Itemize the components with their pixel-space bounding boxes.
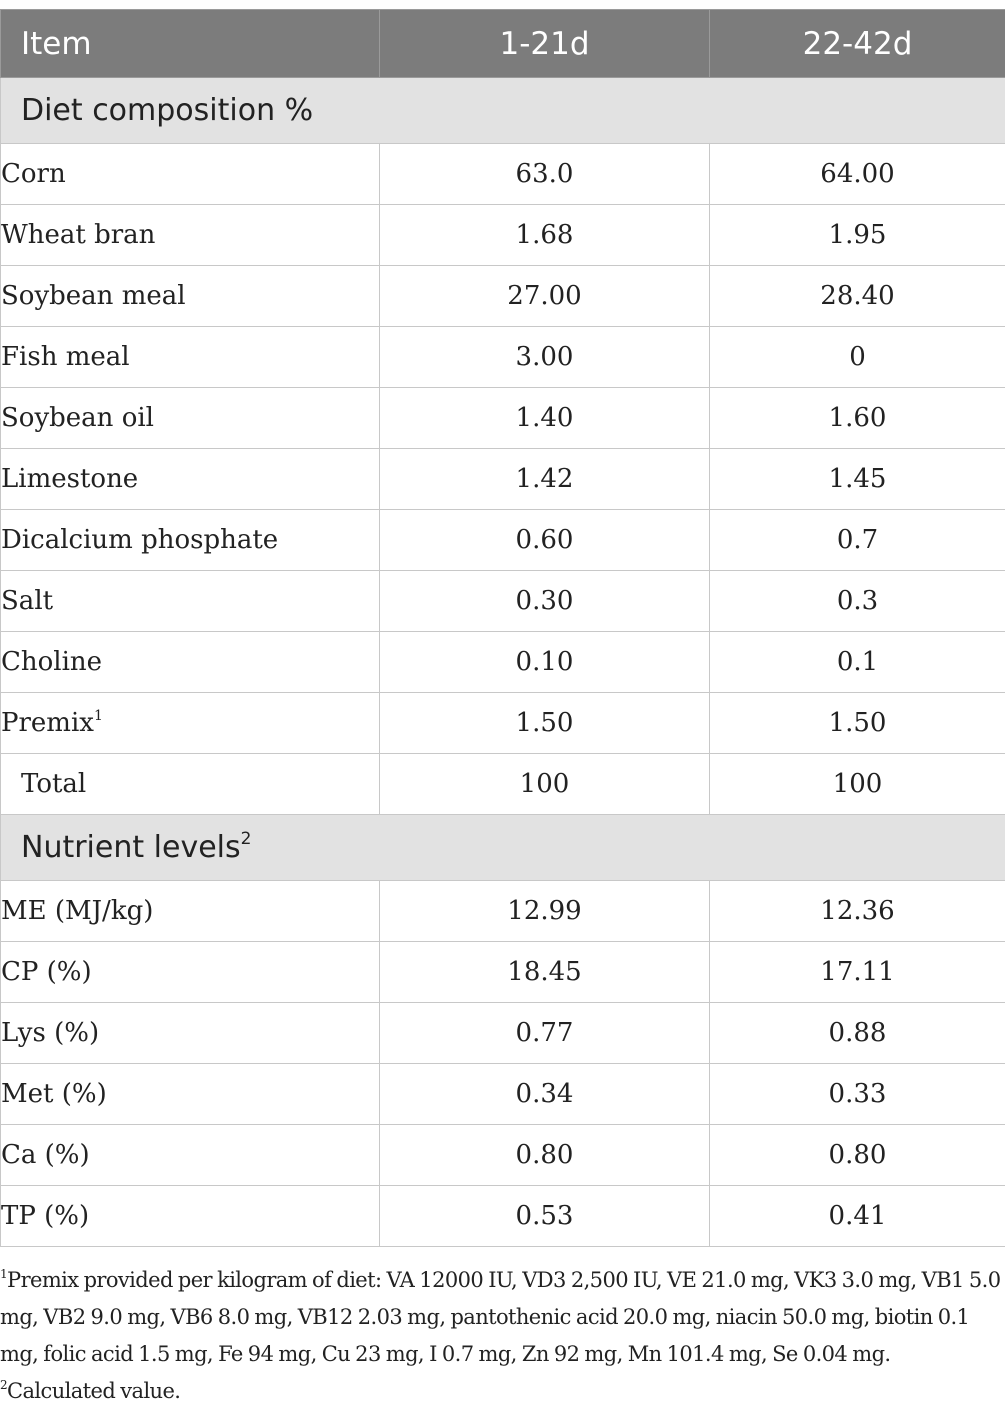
table-row — [1, 388, 1005, 449]
row-value-period-1: 0.53 — [380, 1186, 710, 1247]
row-label — [1, 754, 380, 815]
row-value-period-1: 27.00 — [380, 266, 710, 327]
table-footnote — [0, 1262, 1005, 1410]
row-label-text: Wheat bran — [1, 220, 156, 250]
header-period-1: 1-21d — [380, 10, 710, 78]
row-label-text: Limestone — [1, 464, 139, 494]
section-nutrient-levels — [1, 815, 1005, 881]
footnote-text-1: Premix provided per kilogram of diet: VA 12000 IU, VD3 2,500 IU, VE 21.0 mg, VK3 3.0 mg, VB1 5.0 mg, VB2 9.0 mg, VB6 8.0 mg, VB12 2.03 mg, pantothenic acid 20.0 mg, niacin 50.0 mg, biotin 0.1 mg, folic acid 1.5 mg, Fe 94 mg, Cu 23 mg, I 0.7 mg, Zn 92 mg, Mn 101.4 mg, Se 0.04 mg. — [0, 1268, 1001, 1366]
row-value-period-1: 0.77 — [380, 1003, 710, 1064]
row-value-period-2: 28.40 — [710, 266, 1005, 327]
row-value-period-1: 0.80 — [380, 1125, 710, 1186]
footnote-marker-2: 2 — [0, 1378, 8, 1392]
table-row — [1, 1125, 1005, 1186]
row-value-period-1: 63.0 — [380, 144, 710, 205]
header-period-2: 22-42d — [710, 10, 1005, 78]
row-label — [1, 449, 380, 510]
row-value-period-2: 0.41 — [710, 1186, 1005, 1247]
row-value-period-1: 1.40 — [380, 388, 710, 449]
row-label — [1, 571, 380, 632]
row-value-period-2: 0.7 — [710, 510, 1005, 571]
table-row-total — [1, 754, 1005, 815]
row-label-text: Lys (%) — [1, 1018, 100, 1048]
row-label — [1, 632, 380, 693]
table-row — [1, 144, 1005, 205]
row-value-period-2: 0.1 — [710, 632, 1005, 693]
table-row — [1, 205, 1005, 266]
row-value-period-1: 0.60 — [380, 510, 710, 571]
row-value-period-1: 0.34 — [380, 1064, 710, 1125]
row-value-period-1: 3.00 — [380, 327, 710, 388]
row-label-text: Soybean oil — [1, 403, 154, 433]
row-value-period-2: 0.33 — [710, 1064, 1005, 1125]
row-label-text: Dicalcium phosphate — [1, 525, 279, 555]
row-label — [1, 1064, 380, 1125]
row-label-text: Ca (%) — [1, 1140, 90, 1170]
footnote-text-2: Calculated value. — [7, 1379, 181, 1403]
table-row — [1, 1064, 1005, 1125]
row-value-period-2: 1.45 — [710, 449, 1005, 510]
row-label-text: Premix — [1, 708, 94, 738]
footnote-marker: 1 — [93, 708, 103, 724]
row-value-period-2: 0.80 — [710, 1125, 1005, 1186]
table-row — [1, 632, 1005, 693]
row-label — [1, 388, 380, 449]
row-label — [1, 881, 380, 942]
row-label — [1, 266, 380, 327]
row-value-period-2: 0.88 — [710, 1003, 1005, 1064]
row-label — [1, 205, 380, 266]
row-value-period-2: 17.11 — [710, 942, 1005, 1003]
table-row — [1, 510, 1005, 571]
section-title: Diet composition % — [1, 78, 1005, 144]
row-value-period-1: 1.50 — [380, 693, 710, 754]
footnote-marker-1: 1 — [0, 1267, 8, 1281]
diet-composition-table — [0, 9, 1005, 1247]
row-value-period-2: 64.00 — [710, 144, 1005, 205]
row-value-period-2: 12.36 — [710, 881, 1005, 942]
row-label — [1, 327, 380, 388]
table-header-row — [1, 10, 1005, 78]
table-row — [1, 327, 1005, 388]
row-value-period-2: 0 — [710, 327, 1005, 388]
row-label-text: Met (%) — [1, 1079, 107, 1109]
table-row — [1, 881, 1005, 942]
row-label-text: TP (%) — [1, 1201, 90, 1231]
row-value-period-2: 1.60 — [710, 388, 1005, 449]
row-value-period-1: 1.42 — [380, 449, 710, 510]
row-label-text: Total — [21, 769, 87, 799]
row-value-period-2: 1.50 — [710, 693, 1005, 754]
row-value-period-2: 1.95 — [710, 205, 1005, 266]
row-label-text: Soybean meal — [1, 281, 186, 311]
row-label — [1, 693, 380, 754]
row-label — [1, 510, 380, 571]
row-value-period-1: 100 — [380, 754, 710, 815]
header-item: Item — [1, 10, 380, 78]
row-label — [1, 1186, 380, 1247]
row-value-period-1: 0.30 — [380, 571, 710, 632]
row-label-text: Fish meal — [1, 342, 130, 372]
section-title-text: Nutrient levels — [21, 830, 241, 865]
row-value-period-2: 0.3 — [710, 571, 1005, 632]
row-value-period-1: 0.10 — [380, 632, 710, 693]
row-value-period-2: 100 — [710, 754, 1005, 815]
row-label-text: Choline — [1, 647, 103, 677]
row-label-text: Corn — [1, 159, 66, 189]
table-row — [1, 449, 1005, 510]
row-value-period-1: 18.45 — [380, 942, 710, 1003]
section-diet-composition — [1, 78, 1005, 144]
table-row — [1, 1003, 1005, 1064]
row-value-period-1: 1.68 — [380, 205, 710, 266]
table-row — [1, 266, 1005, 327]
section-title — [1, 815, 1005, 881]
table-row — [1, 571, 1005, 632]
row-label — [1, 1003, 380, 1064]
row-label-text: CP (%) — [1, 957, 92, 987]
row-value-period-1: 12.99 — [380, 881, 710, 942]
table-row — [1, 1186, 1005, 1247]
table-row — [1, 942, 1005, 1003]
footnote-marker: 2 — [240, 829, 252, 849]
row-label — [1, 942, 380, 1003]
row-label-text: ME (MJ/kg) — [1, 896, 154, 926]
row-label — [1, 1125, 380, 1186]
table-row — [1, 693, 1005, 754]
row-label — [1, 144, 380, 205]
row-label-text: Salt — [1, 586, 54, 616]
